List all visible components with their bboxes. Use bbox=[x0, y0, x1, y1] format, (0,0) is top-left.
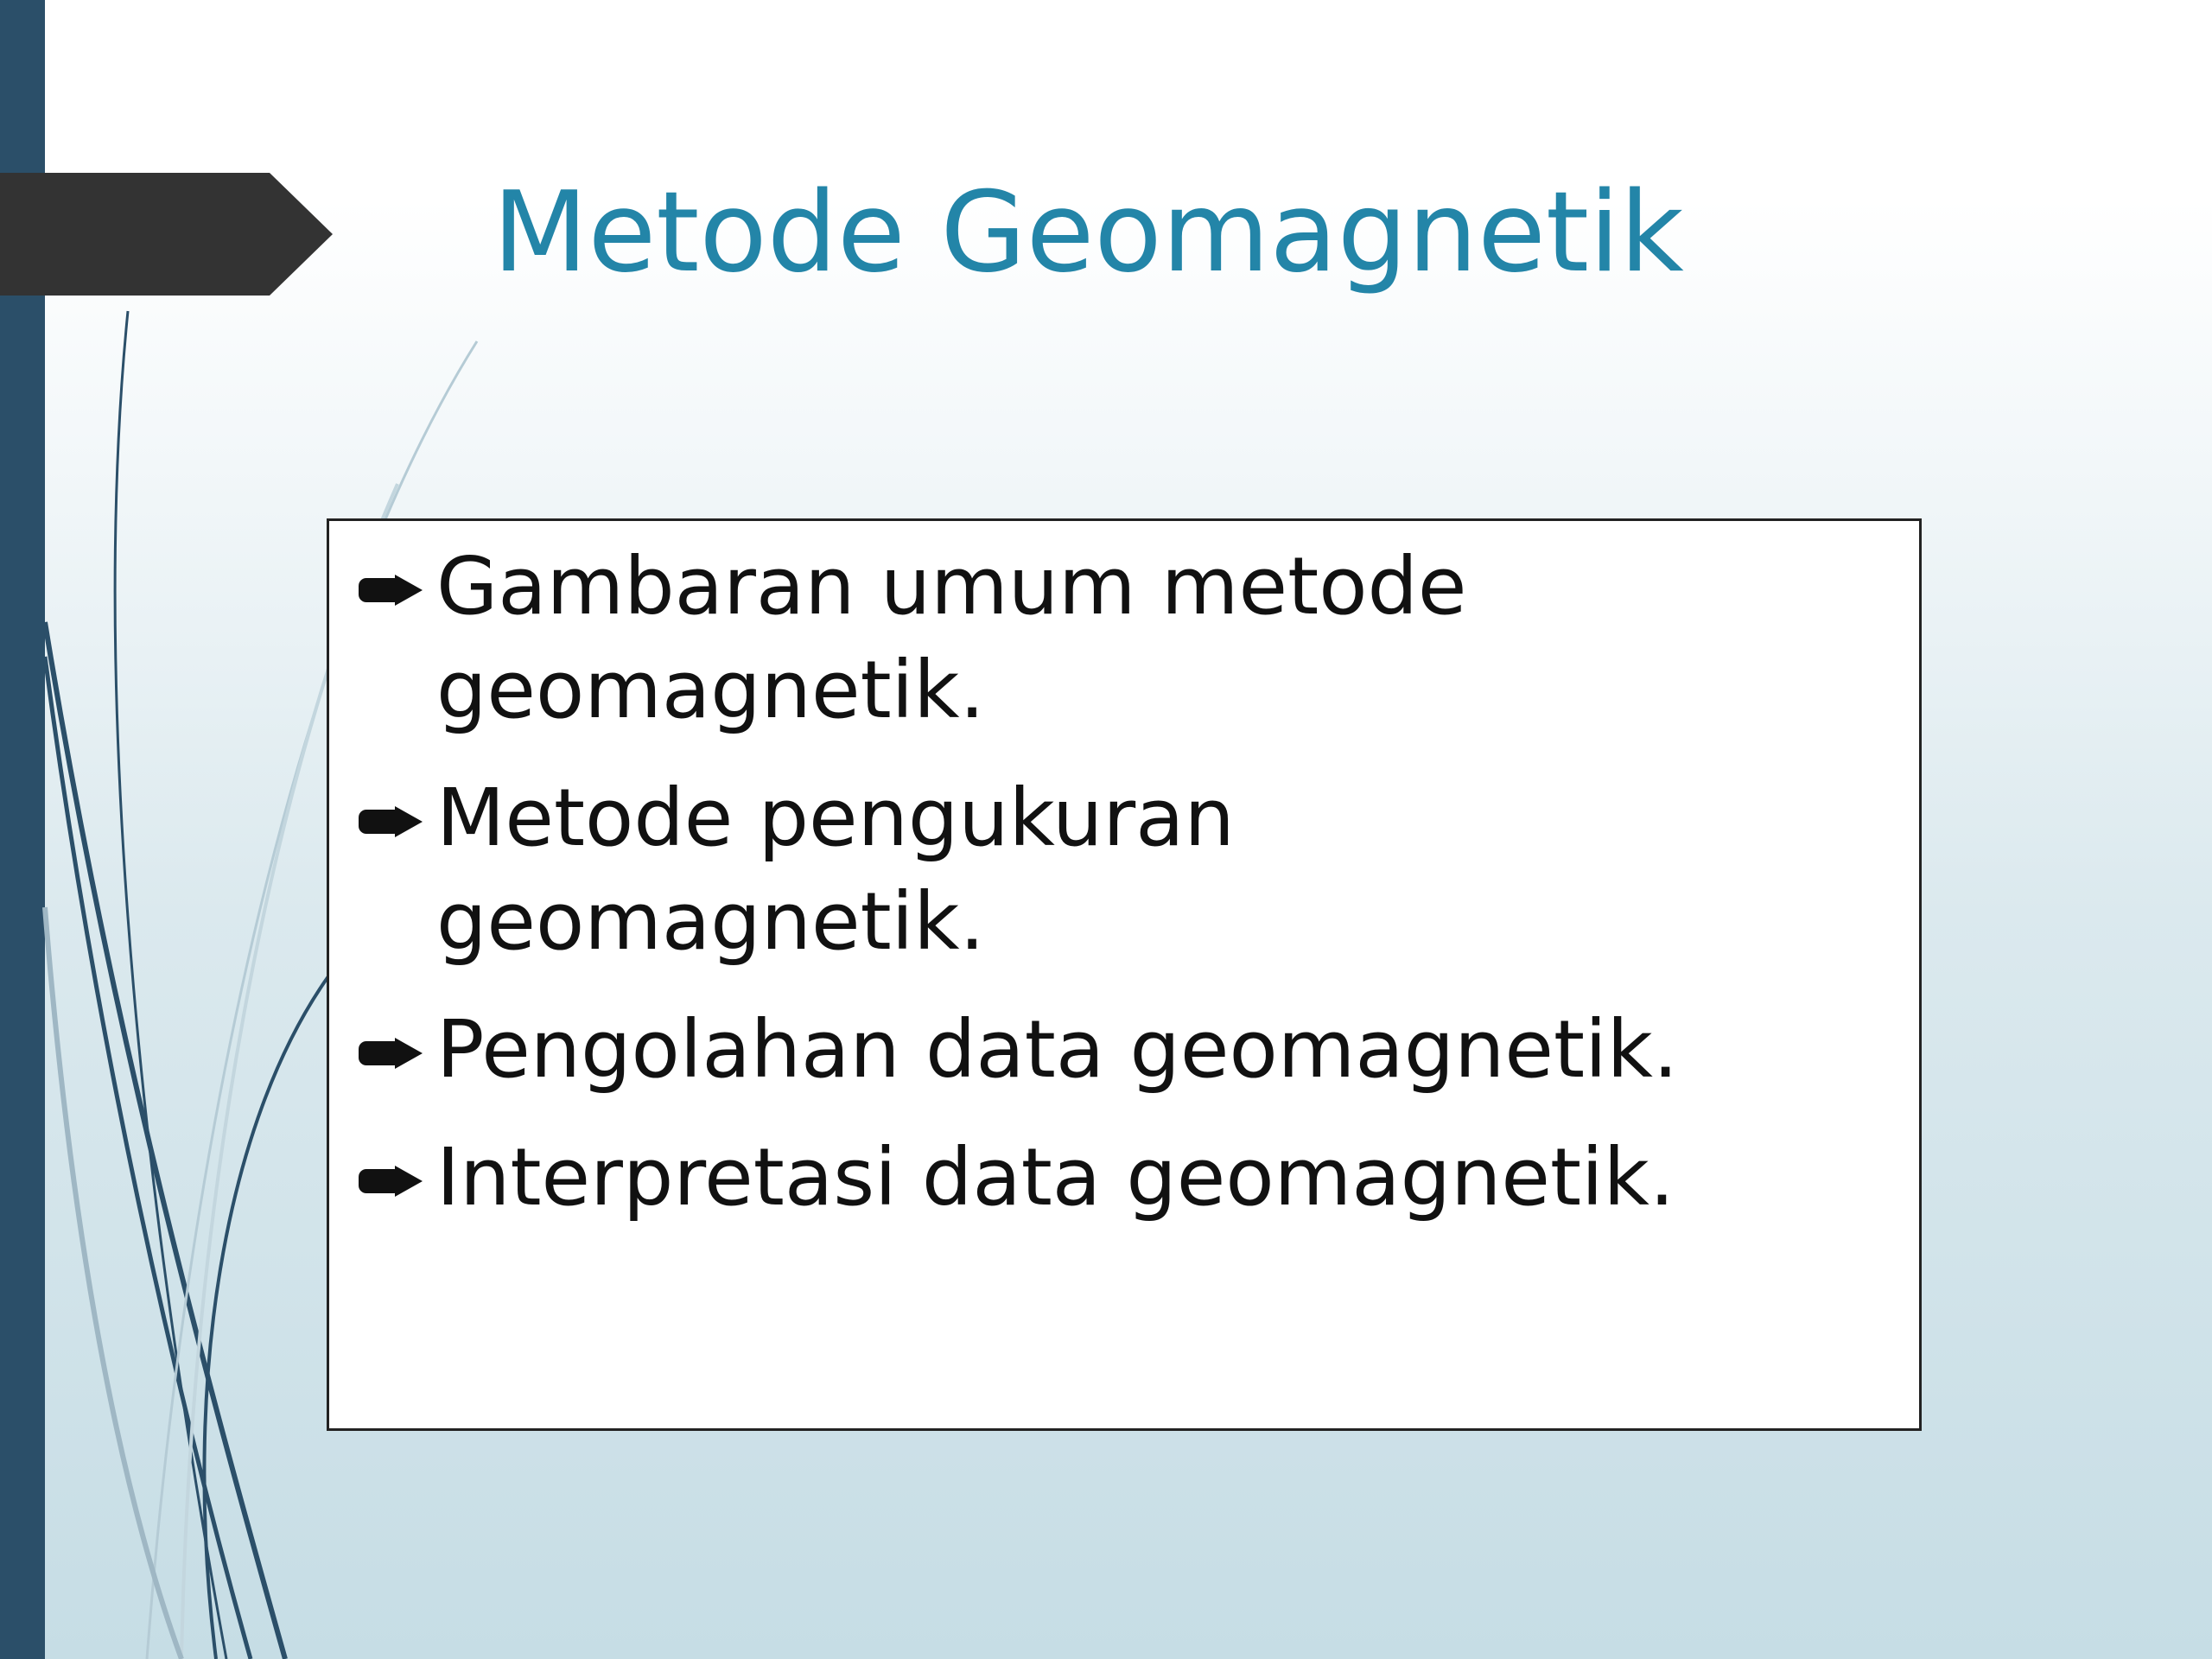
arrow-right-icon bbox=[357, 1038, 423, 1069]
bullet-item bbox=[329, 998, 1784, 1102]
bullet-item bbox=[329, 535, 1784, 742]
slide-title: Metode Geomagnetik bbox=[493, 168, 1684, 297]
arrow-right-icon bbox=[357, 575, 423, 606]
bullet-text: Interpretasi data geomagnetik. bbox=[436, 1131, 1675, 1224]
title-tab-arrow bbox=[0, 173, 333, 296]
bullet-item bbox=[329, 1126, 1784, 1230]
bullet-list bbox=[329, 521, 1919, 1230]
arrow-right-icon bbox=[357, 806, 423, 837]
bullet-text: Gambaran umum metode geomagnetik. bbox=[436, 540, 1467, 736]
bullet-item bbox=[329, 766, 1784, 974]
bullet-text: Pengolahan data geomagnetik. bbox=[436, 1003, 1679, 1096]
content-box bbox=[327, 518, 1922, 1431]
arrow-right-icon bbox=[357, 1166, 423, 1197]
bullet-text: Metode pengukuran geomagnetik. bbox=[436, 772, 1235, 968]
